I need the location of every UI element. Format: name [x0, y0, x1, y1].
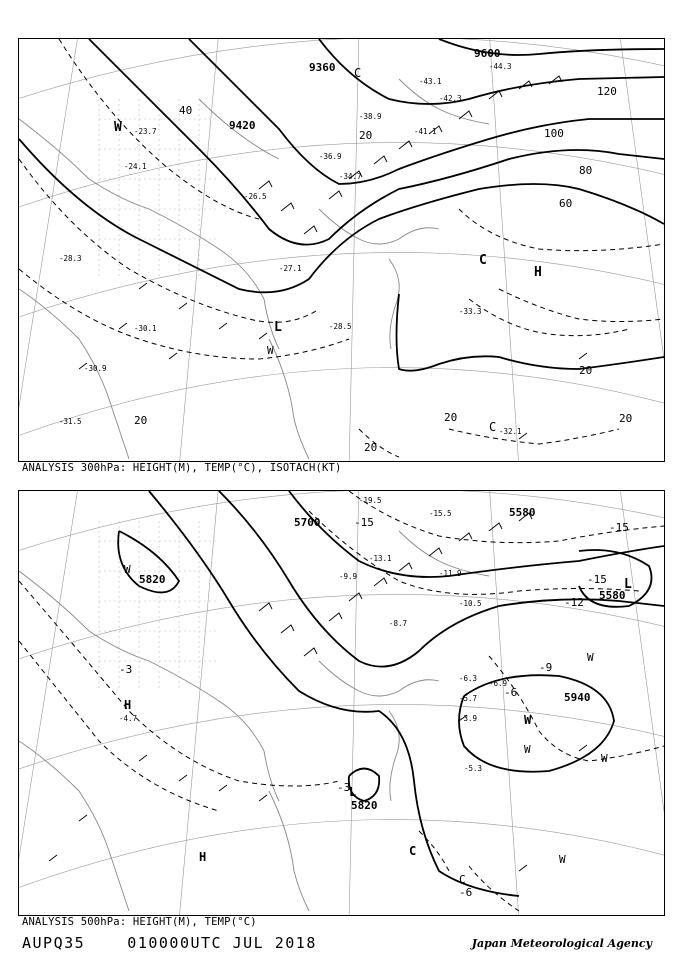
temp-value: -15.5	[429, 509, 452, 518]
temp-value: -44.3	[489, 62, 512, 71]
isotherm-label: -6	[459, 886, 473, 899]
pressure-center: W	[267, 344, 274, 357]
isotach-label: 120	[597, 85, 617, 98]
temp-value: -9.9	[339, 572, 358, 581]
temp-value: -42.3	[439, 94, 462, 103]
temp-value: -23.7	[134, 127, 157, 136]
isotach-label: 20	[444, 411, 458, 424]
map-panel-500hpa	[18, 490, 665, 916]
isotherm-label: -12	[564, 596, 584, 609]
isotherm-label: -15	[354, 516, 374, 529]
temp-value: -36.9	[319, 152, 342, 161]
pressure-center: L	[274, 320, 282, 335]
pressure-center: H	[124, 698, 132, 712]
height-label: 5580	[509, 506, 536, 519]
temp-value: -43.1	[419, 77, 442, 86]
isotherm-label: -3	[119, 663, 133, 676]
height-label: 5820	[351, 799, 378, 812]
temp-value: -30.9	[84, 364, 107, 373]
pressure-center: C	[489, 420, 497, 434]
isotach-label: 20	[134, 414, 148, 427]
temp-value: -28.3	[59, 254, 82, 263]
hatch-area	[99, 521, 219, 691]
pressure-center: W	[124, 563, 131, 576]
graticule	[19, 39, 664, 461]
temp-value: -11.9	[439, 569, 462, 578]
isotherm-label: -9	[539, 661, 553, 674]
temp-value: -30.1	[134, 324, 157, 333]
pressure-center: W	[114, 120, 122, 135]
height-label: 5580	[599, 589, 626, 602]
coastline	[19, 79, 489, 459]
pressure-center: W	[559, 853, 566, 866]
height-label: 5820	[139, 573, 166, 586]
isotherm-label: -15	[587, 573, 607, 586]
temp-value: -26.5	[244, 192, 267, 201]
pressure-center: W	[587, 651, 594, 664]
temp-value: -32.1	[499, 427, 522, 436]
height-label: 9600	[474, 47, 501, 60]
product-id: AUPQ35 010000UTC JUL 2018	[22, 934, 317, 952]
map-panel-300hpa	[18, 38, 665, 462]
isotachs	[19, 39, 664, 457]
temp-value: -34.7	[339, 172, 362, 181]
chart-500hpa	[19, 491, 664, 915]
temp-value: -38.9	[359, 112, 382, 121]
isotach-label: 20	[364, 441, 378, 454]
agency-name: Japan Meteorological Agency	[471, 937, 652, 950]
height-label: 9360	[309, 61, 336, 74]
temp-value: -27.1	[279, 264, 302, 273]
pressure-center: H	[534, 265, 542, 280]
pressure-center: C	[409, 844, 417, 858]
isotherm-label: -6	[504, 686, 518, 699]
pressure-center: H	[199, 850, 207, 864]
isotherm-label: -3	[337, 781, 351, 794]
temp-value: -5.7	[459, 694, 478, 703]
pressure-center: C	[459, 873, 466, 886]
height-label: 9420	[229, 119, 256, 132]
pressure-center: W	[524, 743, 531, 756]
temp-value: -41.1	[414, 127, 437, 136]
pressure-center: L	[624, 577, 632, 592]
temp-value: -8.7	[389, 619, 408, 628]
temp-value: -19.5	[359, 496, 382, 505]
pressure-center: W	[524, 713, 532, 727]
isotach-label: 20	[359, 129, 373, 142]
caption-500hpa: ANALYSIS 500hPa: HEIGHT(M), TEMP(°C)	[22, 916, 257, 928]
coastline	[19, 531, 489, 911]
isotach-label: 20	[579, 364, 593, 377]
height-label: 5940	[564, 691, 591, 704]
temp-value: -28.5	[329, 322, 352, 331]
pressure-center: W	[601, 752, 608, 765]
temp-value: -13.1	[369, 554, 392, 563]
pressure-center: L	[349, 785, 357, 799]
caption-300hpa: ANALYSIS 300hPa: HEIGHT(M), TEMP(°C), ISOTACH(KT)	[22, 462, 342, 474]
temp-value: -4.7	[119, 714, 138, 723]
temp-value: -33.3	[459, 307, 482, 316]
temp-value: -3.9	[459, 714, 478, 723]
pressure-center: C	[354, 66, 362, 80]
isotach-label: 40	[179, 104, 193, 117]
chart-300hpa	[19, 39, 664, 461]
isotach-label: 100	[544, 127, 564, 140]
p300-labels	[59, 47, 632, 454]
height-label: 5700	[294, 516, 321, 529]
pressure-center: C	[479, 253, 487, 268]
isotherm-label: -15	[609, 521, 629, 534]
temp-value: -10.5	[459, 599, 482, 608]
isotach-label: 60	[559, 197, 573, 210]
isotach-label: 80	[579, 164, 593, 177]
temp-value: -6.9	[489, 679, 508, 688]
isotach-label: 20	[619, 412, 633, 425]
temp-value: -31.5	[59, 417, 82, 426]
temp-value: -24.1	[124, 162, 147, 171]
temp-value: -5.3	[464, 764, 483, 773]
temp-value: -6.3	[459, 674, 478, 683]
